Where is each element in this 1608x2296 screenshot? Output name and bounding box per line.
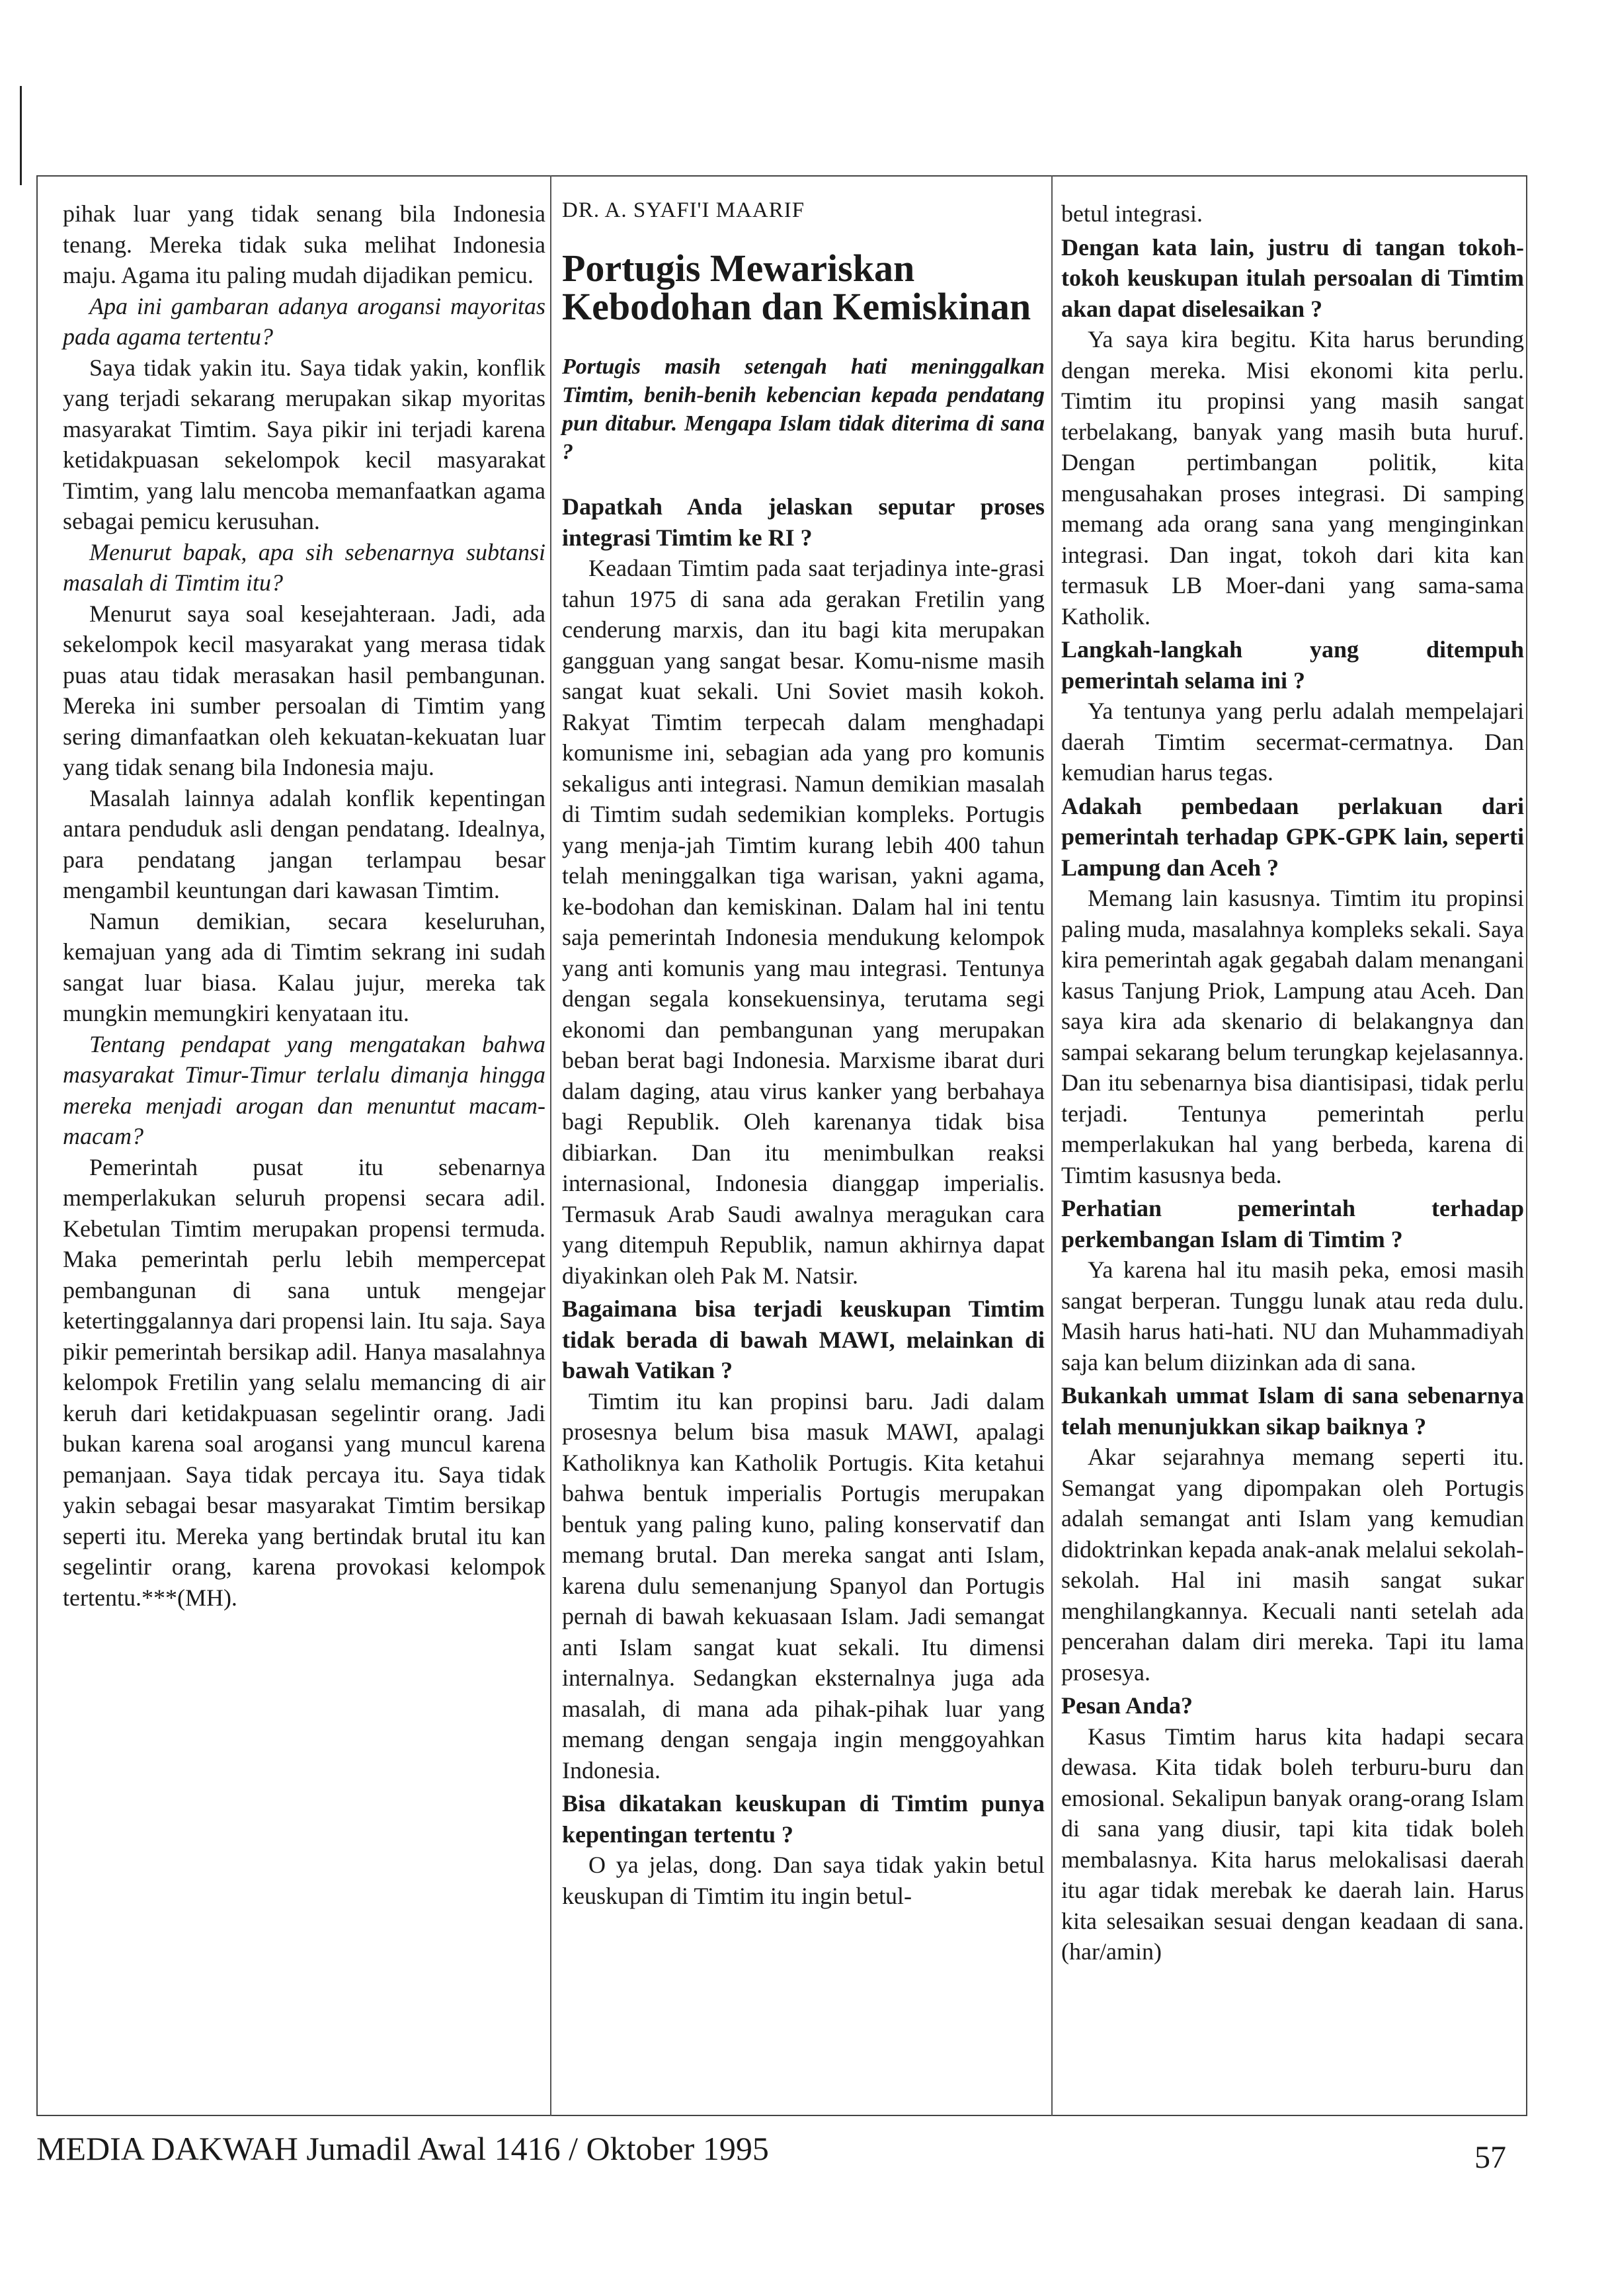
paragraph: Menurut saya soal kesejahteraan. Jadi, ada sekelompok kecil masyarakat yang merasa tidak puas atau tidak merasakan hasil pembangunan. Mereka ini sumber persoalan di Timtim yang sering dimanfaatkan oleh kekuatan-kekuatan luar yang tidak senang bila Indonesia maju. — [63, 600, 545, 780]
paragraph: Timtim itu kan propinsi baru. Jadi dalam prosesnya belum bisa masuk MAWI, apalagi Katholiknya kan Katholik Portugis. Kita ketahui bahwa bentuk imperialis Portugis merupakan bentuk yang paling kuno, paling konservatif dan memang brutal. Dan mereka sangat anti Islam, karena dulu semenanjung Spanyol dan Portugis pernah di bawah kekuasaan Islam. Jadi semangat anti Islam sangat kuat sekali. Itu dimensi internalnya. Sedangkan eksternalnya juga ada masalah, di mana ada pihak-pihak luar yang memang dengan sengaja ingin menggoyahkan Indonesia. — [562, 1387, 1045, 1784]
column-1 — [63, 198, 545, 1613]
paragraph: Memang lain kasusnya. Timtim itu propinsi paling muda, masalahnya kompleks sekali. Saya kira pemerintah agak gegabah dalam menangani kasus Tanjung Priok, Lampung atau Aceh. Dan saya kira ada skenario di belakangnya dan sampai sekarang belum terungkap kejelasannya. Dan itu sebenarnya bisa diantisipasi, tidak perlu terjadi. Tentunya pemerintah perlu memperlakukan hal yang berbeda, karena di Timtim kasusnya beda. — [1061, 885, 1524, 1188]
question: Apa ini gambaran adanya arogansi mayoritas pada agama tertentu? — [63, 292, 545, 350]
question: Pesan Anda? — [1061, 1692, 1193, 1719]
column-divider — [550, 175, 551, 2116]
article-title: Portugis Mewariskan Kebodohan dan Kemiskinan — [562, 247, 1031, 328]
paragraph: O ya jelas, dong. Dan saya tidak yakin betul keuskupan di Timtim itu ingin betul- — [562, 1852, 1045, 1909]
page-number: 57 — [1474, 2140, 1506, 2175]
question: Bagaimana bisa terjadi keuskupan Timtim tidak berada di bawah MAWI, melainkan di bawah Vatikan ? — [562, 1295, 1045, 1383]
paragraph: Pemerintah pusat itu sebenarnya memperlakukan seluruh propensi secara adil. Kebetulan Timtim merupakan propensi termuda. Maka pemerintah perlu lebih mempercepat pembangunan di sana untuk mengejar ketertinggalannya dari propensi lain. Itu saja. Saya pikir pemerintah bersikap adil. Hanya masalahnya kelompok Fretilin yang selalu memancing di air keruh dari ketidakpuasan segelintir orang. Jadi bukan karena soal arogansi yang muncul karena pemanjaan. Saya tidak percaya itu. Saya tidak yakin sebagai besar masyarakat Timtim bersikap seperti itu. Mereka yang bertindak brutal itu kan segelintir orang, karena provokasi kelompok tertentu.***(MH). — [63, 1153, 545, 1611]
author-byline: DR. A. SYAFI'I MAARIF — [562, 198, 805, 222]
paragraph: Kasus Timtim harus kita hadapi secara dewasa. Kita tidak boleh terburu-buru dan emosional. Sekalipun banyak orang-orang Islam di sana yang diusir, tapi kita tidak boleh membalasnya. Kita harus melokalisasi daerah itu agar tidak merebak ke daerah lain. Harus kita selesaikan sesuai dengan keadaan di sana. (har/amin) — [1061, 1723, 1524, 1965]
paragraph: Masalah lainnya adalah konflik kepentingan antara penduduk asli dengan pendatang. Idealnya, para pendatang jangan terlampau besar mengambil keuntungan dari kawasan Timtim. — [63, 784, 545, 903]
paragraph: Keadaan Timtim pada saat terjadinya inte-grasi tahun 1975 di sana ada gerakan Fretilin yang cenderung marxis, dan itu bagi kita merupakan gangguan yang sangat besar. Komu-nisme masih sangat kuat sekali. Uni Soviet masih kokoh. Rakyat Timtim terpecah dalam menghadapi komunisme ini, sebagian ada yang pro komunis sekaligus anti integrasi. Namun demikian masalah di Timtim sudah sedemikian kompleks. Portugis yang menja-jah Timtim kurang lebih 400 tahun telah meninggalkan tiga warisan, yakni agama, ke-bodohan dan kemiskinan. Dalam hal ini tentu saja pemerintah Indonesia mendukung kelompok yang anti komunis yang mau integrasi. Tentunya dengan segala konsekuensinya, terutama segi ekonomi dan pembangunan yang merupakan beban berat bagi Indonesia. Marxisme ibarat duri dalam daging, atau virus kanker yang berbahaya bagi Republik. Oleh karenanya tidak bisa dibiarkan. Dan itu menimbulkan reaksi internasional, Indonesia dianggap imperialis. Termasuk Arab Saudi awalnya meragukan cara yang ditempuh Republik, namun akhirnya dapat diyakinkan oleh Pak M. Natsir. — [562, 555, 1045, 1289]
question: Tentang pendapat yang mengatakan bahwa masyarakat Timur-Timur terlalu dimanja hingga mereka menjadi arogan dan menuntut macam-macam? — [63, 1030, 545, 1149]
paragraph: Ya karena hal itu masih peka, emosi masih sangat berperan. Tunggu lunak atau reda dulu. Masih harus hati-hati. NU dan Muhammadiyah saja kan belum diizinkan ada di sana. — [1061, 1256, 1524, 1375]
paragraph: Saya tidak yakin itu. Saya tidak yakin, konflik yang terjadi sekarang merupakan sikap myoritas masyarakat Timtim. Saya pikir ini terjadi karena ketidakpuasan sekelompok kecil masyarakat Timtim, yang lalu mencoba memanfaatkan agama sebagai pemicu kerusuhan. — [63, 354, 545, 534]
column-2 — [562, 198, 1045, 1911]
question: Bisa dikatakan keuskupan di Timtim punya kepentingan tertentu ? — [562, 1790, 1045, 1848]
article-lead: Portugis masih setengah hati meninggalkan Timtim, benih-benih kebencian kepada pendatang pun ditabur. Mengapa Islam tidak diterima di sana ? — [562, 354, 1045, 464]
paragraph: Akar sejarahnya memang seperti itu. Semangat yang dipompakan oleh Portugis adalah semangat anti Islam yang kemudian didoktrinkan kepada anak-anak melalui sekolah-sekolah. Hal ini masih sangat sukar menghilangkannya. Kecuali nanti setelah ada pencerahan dalam diri mereka. Tapi itu lama prosesya. — [1061, 1444, 1524, 1686]
paragraph: Ya saya kira begitu. Kita harus berunding dengan mereka. Misi ekonomi kita perlu. Timtim itu propinsi yang masih sangat terbelakang, banyak yang masih buta huruf. Dengan pertimbangan politik, kita mengusahakan proses integrasi. Di samping memang ada orang sana yang menginginkan integrasi. Dan ingat, tokoh dari kita kan termasuk LB Moer-dani yang sama-sama Katholik. — [1061, 326, 1524, 630]
paragraph: betul integrasi. — [1061, 200, 1203, 227]
question: Dapatkah Anda jelaskan seputar proses integrasi Timtim ke RI ? — [562, 493, 1045, 551]
paragraph: Namun demikian, secara keseluruhan, kemajuan yang ada di Timtim sekrang ini sudah sangat luar biasa. Kalau jujur, mereka tak mungkin memungkiri kenyataan itu. — [63, 907, 545, 1026]
scan-edge-mark — [20, 86, 22, 185]
question: Dengan kata lain, justru di tangan tokoh-tokoh keuskupan itulah persoalan di Timtim akan dapat diselesaikan ? — [1061, 233, 1524, 322]
column-3 — [1061, 198, 1524, 1967]
question: Bukankah ummat Islam di sana sebenarnya telah menunjukkan sikap baiknya ? — [1061, 1382, 1524, 1440]
question: Langkah-langkah yang ditempuh pemerintah selama ini ? — [1061, 636, 1524, 694]
column-divider — [1051, 175, 1053, 2116]
question: Perhatian pemerintah terhadap perkembangan Islam di Timtim ? — [1061, 1195, 1524, 1252]
question: Menurut bapak, apa sih sebenarnya subtansi masalah di Timtim itu? — [63, 538, 545, 596]
issue-date: Jumadil Awal 1416 / Oktober 1995 — [306, 2130, 769, 2167]
question: Adakah pembedaan perlakuan dari pemerintah terhadap GPK-GPK lain, seperti Lampung dan Aceh ? — [1061, 792, 1524, 881]
magazine-name: MEDIA DAKWAH — [36, 2130, 298, 2167]
paragraph: pihak luar yang tidak senang bila Indonesia tenang. Mereka tidak suka melihat Indonesia maju. Agama itu paling mudah dijadikan pemicu. — [63, 200, 545, 288]
paragraph: Ya tentunya yang perlu adalah mempelajari daerah Timtim secermat-cermatnya. Dan kemudian harus tegas. — [1061, 698, 1524, 786]
footer — [36, 2129, 769, 2168]
